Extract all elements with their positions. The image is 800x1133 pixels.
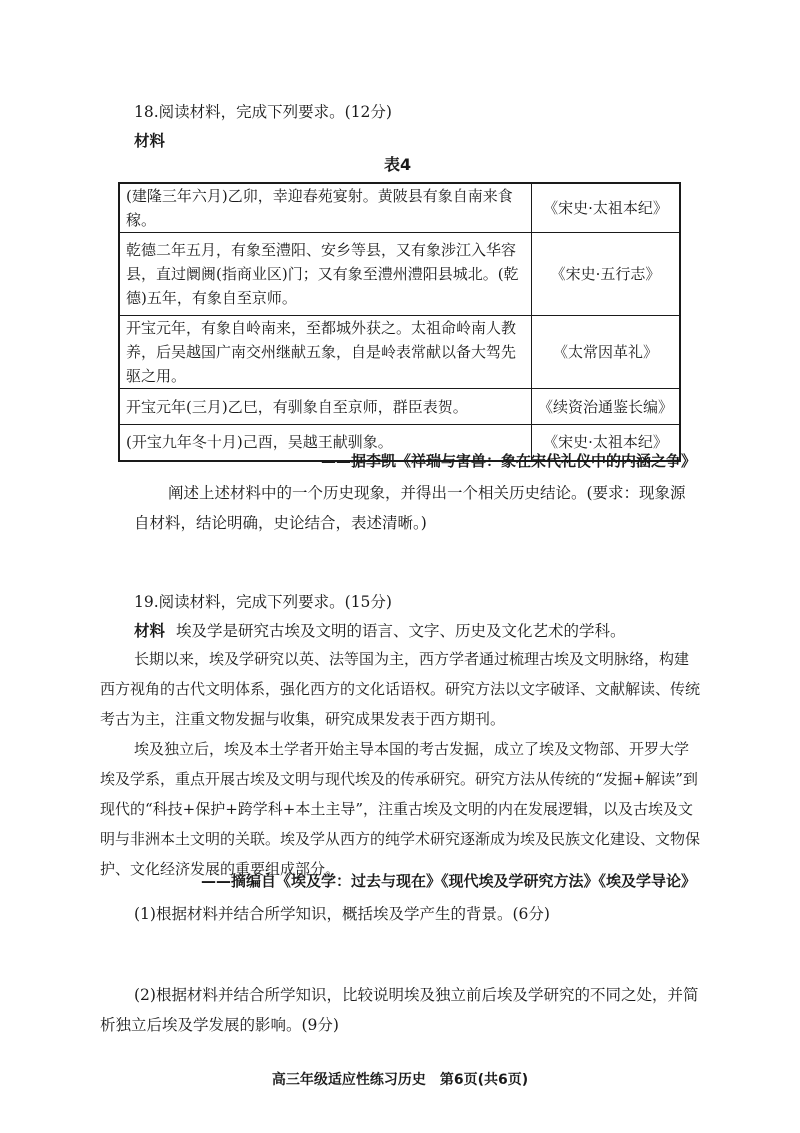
q19-paragraph-2: 埃及独立后，埃及本土学者开始主导本国的考古发掘，成立了埃及文物部、开罗大学埃及学系，重点开展古埃及文明与现代埃及的传承研究。研究方法从传统的“发掘+解读”到现代的“科技+保护+跨学科+本土主导”，注重古埃及文明的内在发展逻辑，以及古埃及文明与非洲本土文明的关联。埃及学从西方的纯学术研究逐渐成为埃及民族文化建设、文物保护、文化经济发展的重要组成部分。 — [100, 740, 701, 878]
q18-task: 阐述上述材料中的一个历史现象，并得出一个相关历史结论。(要求：现象源自材料，结论明确，史论结合，表述清晰。) — [134, 484, 686, 532]
table-row — [119, 183, 680, 233]
record-text: (开宝九年冬十月)己酉，吴越王献驯象。 — [119, 425, 531, 461]
table-row — [119, 389, 680, 425]
page-footer: 高三年级适应性练习历史 第6页(共6页) — [271, 1072, 529, 1088]
q18-material-label: 材料 — [134, 132, 166, 150]
q19-subquestion-1: (1)根据材料并结合所学知识，概括埃及学产生的背景。(6分) — [134, 905, 550, 923]
record-text: (建隆三年六月)乙卯，幸迎春苑宴射。黄陂县有象自南来食稼。 — [119, 183, 531, 233]
q18-citation: ——据李凯《祥瑞与害兽：象在宋代礼仪中的内涵之争》 — [320, 452, 696, 470]
q19-subquestion-2: (2)根据材料并结合所学知识，比较说明埃及独立前后埃及学研究的不同之处，并简析独立后埃及学发展的影响。(9分) — [100, 986, 699, 1034]
q19-citation: ——摘编自《埃及学：过去与现在》《现代埃及学研究方法》《埃及学导论》 — [200, 872, 696, 890]
q19-heading: 19.阅读材料，完成下列要求。(15分) — [134, 593, 392, 611]
history-records-table — [118, 182, 681, 462]
table-row — [119, 233, 680, 316]
record-source: 《宋史·五行志》 — [531, 233, 680, 316]
table-caption: 表4 — [384, 155, 412, 174]
q19-intro: 埃及学是研究古埃及文明的语言、文字、历史及文化艺术的学科。 — [175, 622, 626, 640]
record-source: 《宋史·太祖本纪》 — [531, 425, 680, 461]
record-source: 《续资治通鉴长编》 — [531, 389, 680, 425]
q19-material-label: 材料 — [134, 622, 166, 640]
q18-heading: 18.阅读材料，完成下列要求。(12分) — [134, 103, 392, 121]
q19-paragraph-1: 长期以来，埃及学研究以英、法等国为主，西方学者通过梳理古埃及文明脉络，构建西方视角的古代文明体系，强化西方的文化话语权。研究方法以文字破译、文献解读、传统考古为主，注重文物发掘与收集，研究成果发表于西方期刊。 — [100, 650, 701, 728]
record-source: 《宋史·太祖本纪》 — [531, 183, 680, 233]
record-text: 开宝元年，有象自岭南来，至都城外获之。太祖命岭南人教养，后吴越国广南交州继献五象，自是岭表常献以备大驾先驱之用。 — [119, 316, 531, 389]
table-row — [119, 316, 680, 389]
record-text: 乾德二年五月，有象至澧阳、安乡等县，又有象涉江入华容县，直过阛阓(指商业区)门；又有象至澧州澧阳县城北。(乾德)五年，有象自至京师。 — [119, 233, 531, 316]
record-source: 《太常因革礼》 — [531, 316, 680, 389]
record-text: 开宝元年(三月)乙巳，有驯象自至京师，群臣表贺。 — [119, 389, 531, 425]
